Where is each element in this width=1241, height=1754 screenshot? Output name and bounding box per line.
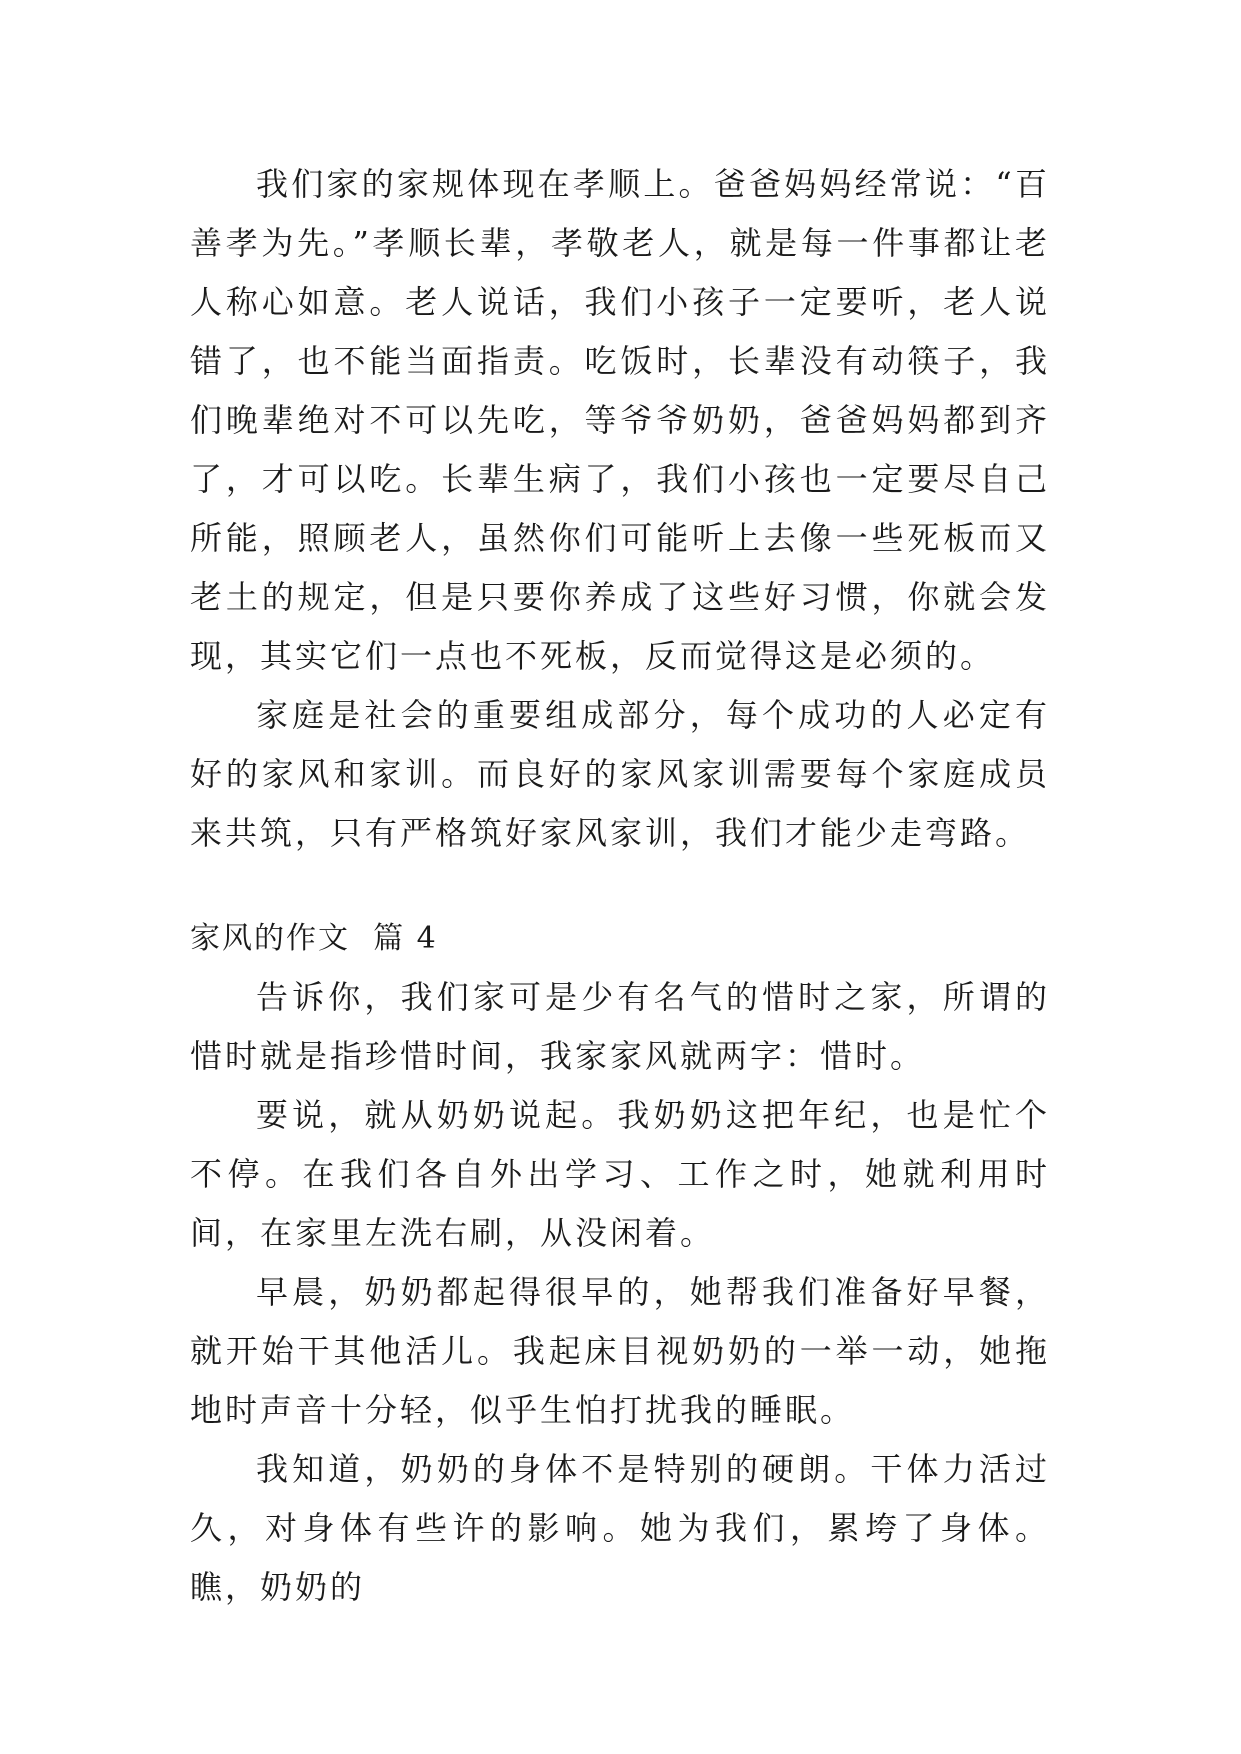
paragraph-family-importance: 家庭是社会的重要组成部分，每个成功的人必定有好的家风和家训。而良好的家风家训需要每个家庭成员来共筑，只有严格筑好家风家训，我们才能少走弯路。 <box>190 696 1050 852</box>
paragraph-grandma-health: 我知道，奶奶的身体不是特别的硬朗。干体力活过久，对身体有些许的影响。她为我们，累垮了身体。瞧，奶奶的 <box>190 1450 1050 1606</box>
document-body <box>190 155 1050 1617</box>
paragraph-morning: 早晨，奶奶都起得很早的，她帮我们准备好早餐，就开始干其他活儿。我起床目视奶奶的一举一动，她拖地时声音十分轻，似乎生怕打扰我的睡眠。 <box>190 1273 1050 1429</box>
paragraph-filial-piety: 我们家的家规体现在孝顺上。爸爸妈妈经常说：“百善孝为先。”孝顺长辈，孝敬老人，就是每一件事都让老人称心如意。老人说话，我们小孩子一定要听，老人说错了，也不能当面指责。吃饭时，长辈没有动筷子，我们晚辈绝对不可以先吃，等爷爷奶奶，爸爸妈妈都到齐了，才可以吃。长辈生病了，我们小孩也一定要尽自己所能，照顾老人，虽然你们可能听上去像一些死板而又老土的规定，但是只要你养成了这些好习惯，你就会发现，其实它们一点也不死板，反而觉得这是必须的。 <box>190 165 1050 675</box>
section-title: 家风的作文 篇 4 <box>190 921 438 956</box>
paragraph-cherish-time-intro: 告诉你，我们家可是少有名气的惜时之家，所谓的惜时就是指珍惜时间，我家家风就两字：惜时。 <box>190 978 1050 1075</box>
paragraph-grandma-busy: 要说，就从奶奶说起。我奶奶这把年纪，也是忙个不停。在我们各自外出学习、工作之时，她就利用时间，在家里左洗右刷，从没闲着。 <box>190 1096 1050 1252</box>
